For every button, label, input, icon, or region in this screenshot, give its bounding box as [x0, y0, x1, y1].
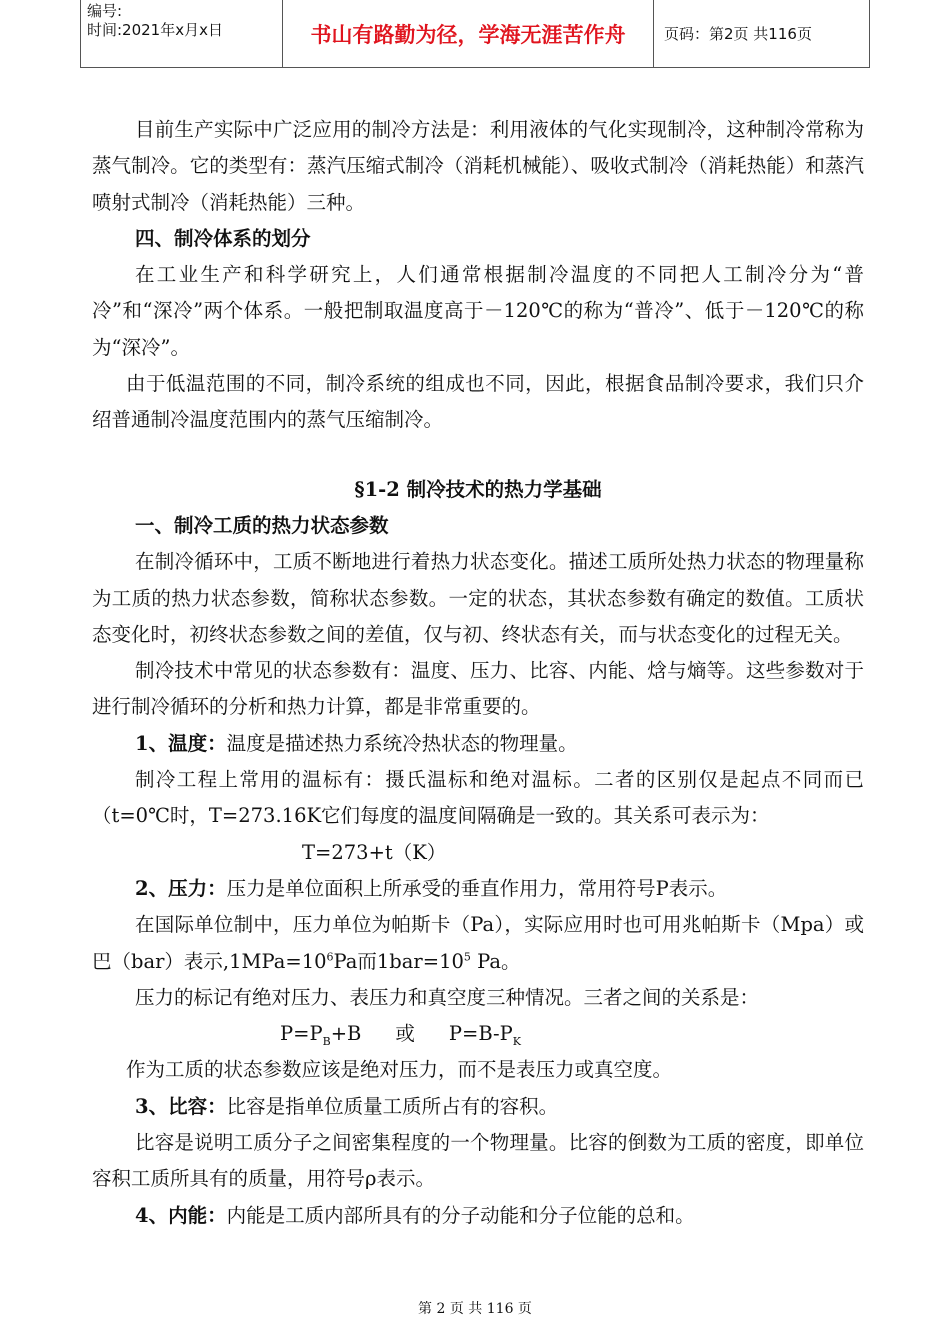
- subscript: B: [322, 1035, 331, 1049]
- heading: 四、制冷体系的划分: [135, 226, 311, 250]
- term-body: 内能是工质内部所具有的分子动能和分子位能的总和。: [226, 1203, 695, 1227]
- term-head: 3、比容：: [135, 1094, 227, 1118]
- header-motto: 书山有路勤为径，学海无涯苦作舟: [283, 0, 654, 67]
- text: Pa。: [470, 949, 521, 973]
- term-body: 比容是指单位质量工质所占有的容积。: [226, 1094, 559, 1118]
- term-temperature: [92, 726, 864, 762]
- header-time: 时间:2021年x月x日: [87, 21, 223, 39]
- text: P=B-P: [448, 1022, 513, 1046]
- exponent: 6: [326, 950, 334, 964]
- page-footer: 第 2 页 共 116 页: [418, 1301, 532, 1317]
- text: P=P: [280, 1022, 323, 1046]
- text: Pa而1bar=10: [333, 949, 464, 973]
- term-body: 温度是描述热力系统冷热状态的物理量。: [226, 731, 578, 755]
- formula: [92, 1016, 864, 1052]
- header-page-info: 页码：第2页 共116页: [664, 25, 812, 43]
- paragraph: 目前生产实际中广泛应用的制冷方法是：利用液体的气化实现制冷，这种制冷常称为蒸气制冷。它的类型有：蒸汽压缩式制冷（消耗机械能）、吸收式制冷（消耗热能）和蒸汽喷射式制冷（消耗热能）三种。: [92, 118, 864, 214]
- paragraph: 制冷工程上常用的温标有：摄氏温标和绝对温标。二者的区别仅是起点不同而已（t=0℃时，T=273.16K它们每度的温度间隔确是一致的。其关系可表示为：: [92, 768, 864, 828]
- term-head: 4、内能：: [135, 1203, 227, 1227]
- paragraph: 作为工质的状态参数应该是绝对压力，而不是表压力或真空度。: [126, 1058, 673, 1082]
- header-meta: [81, 0, 283, 67]
- section-title: §1-2 制冷技术的热力学基础: [354, 477, 602, 501]
- paragraph: 制冷技术中常见的状态参数有：温度、压力、比容、内能、焓与熵等。这些参数对于进行制冷循环的分析和热力计算，都是非常重要的。: [92, 659, 864, 719]
- header-number: 编号:: [87, 2, 123, 20]
- document-body: [92, 112, 864, 1234]
- subscript: K: [512, 1035, 521, 1049]
- text: +B: [330, 1022, 362, 1046]
- page-header: [80, 0, 870, 68]
- term-head: 1、温度：: [135, 731, 227, 755]
- paragraph: 比容是说明工质分子之间密集程度的一个物理量。比容的倒数为工质的密度，即单位容积工质所具有的质量，用符号ρ表示。: [92, 1131, 864, 1191]
- term-body: 压力是单位面积上所承受的垂直作用力，常用符号P表示。: [226, 876, 728, 900]
- exponent: 5: [463, 950, 471, 964]
- text: 在国际单位制中，压力单位为帕斯卡（Pa），实际应用时也可用兆帕斯卡（Mpa）或巴（bar）表示,1MPa=10: [92, 913, 864, 973]
- paragraph: [92, 907, 864, 980]
- paragraph: 压力的标记有绝对压力、表压力和真空度三种情况。三者之间的关系是：: [135, 985, 760, 1009]
- term-specific-volume: [92, 1089, 864, 1125]
- heading: 一、制冷工质的热力状态参数: [135, 513, 389, 537]
- text: 或: [395, 1022, 415, 1046]
- paragraph: 由于低温范围的不同，制冷系统的组成也不同，因此，根据食品制冷要求，我们只介绍普通制冷温度范围内的蒸气压缩制冷。: [92, 372, 864, 432]
- formula: T=273+t（K）: [302, 840, 447, 864]
- term-internal-energy: [92, 1198, 864, 1234]
- term-pressure: [92, 871, 864, 907]
- term-head: 2、压力：: [135, 876, 227, 900]
- paragraph: 在工业生产和科学研究上，人们通常根据制冷温度的不同把人工制冷分为“普冷”和“深冷”两个体系。一般把制取温度高于－120℃的称为“普冷”、低于－120℃的称为“深冷”。: [92, 263, 864, 359]
- paragraph: 在制冷循环中，工质不断地进行着热力状态变化。描述工质所处热力状态的物理量称为工质的热力状态参数，简称状态参数。一定的状态，其状态参数有确定的数值。工质状态变化时，初终状态参数之间的差值，仅与初、终状态有关，而与状态变化的过程无关。: [92, 550, 864, 646]
